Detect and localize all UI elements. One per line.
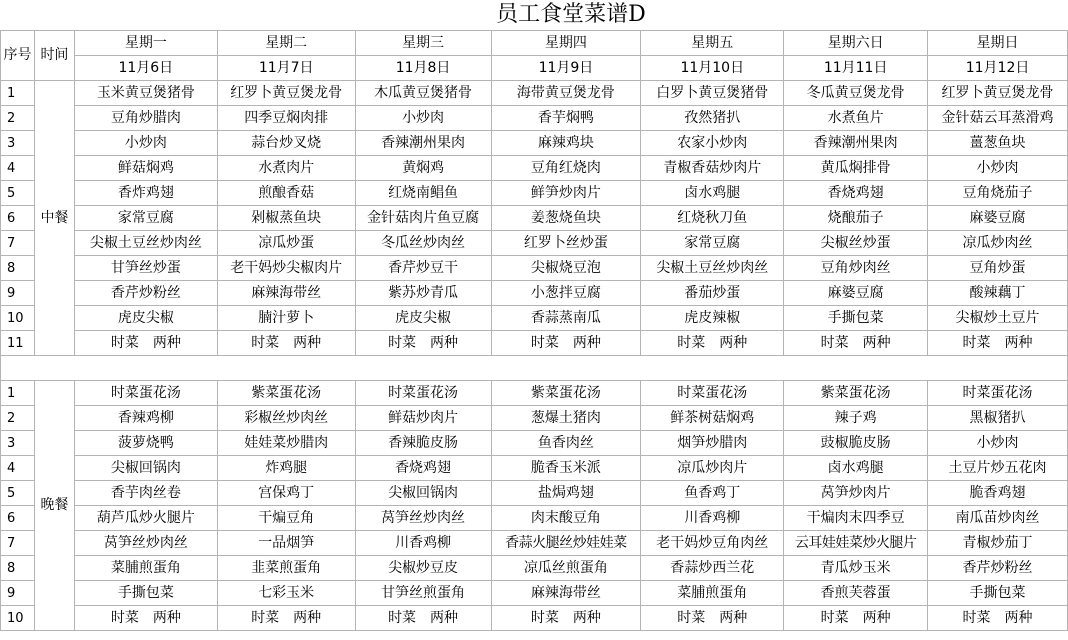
header-date: 11月8日 xyxy=(355,56,491,81)
dish-cell: 韭菜煎蛋角 xyxy=(217,556,355,581)
header-date: 11月7日 xyxy=(217,56,355,81)
header-date: 11月9日 xyxy=(491,56,641,81)
dish-cell: 豆角炒肉丝 xyxy=(784,256,928,281)
dish-cell: 甘笋丝炒蛋 xyxy=(74,256,217,281)
dish-cell: 尖椒土豆丝炒肉丝 xyxy=(74,231,217,256)
dish-cell: 菜脯煎蛋角 xyxy=(74,556,217,581)
lunch-row xyxy=(1,231,1068,256)
dish-cell: 香煎芙蓉蛋 xyxy=(784,581,928,606)
dish-cell: 时菜 两种 xyxy=(784,331,928,356)
row-number: 10 xyxy=(1,606,35,631)
dish-cell: 小炒肉 xyxy=(928,156,1068,181)
dish-cell: 时菜 两种 xyxy=(217,331,355,356)
lunch-row xyxy=(1,281,1068,306)
dish-cell: 煎酿香菇 xyxy=(217,181,355,206)
dish-cell: 金针菇云耳蒸滑鸡 xyxy=(928,106,1068,131)
dish-cell: 莴笋丝炒肉丝 xyxy=(74,531,217,556)
dish-cell: 一品烟笋 xyxy=(217,531,355,556)
dish-cell: 小炒肉 xyxy=(74,131,217,156)
dish-cell: 老干妈炒豆角肉丝 xyxy=(641,531,784,556)
dish-cell: 菜脯煎蛋角 xyxy=(641,581,784,606)
dish-cell: 干煸豆角 xyxy=(217,506,355,531)
dish-cell: 剁椒蒸鱼块 xyxy=(217,206,355,231)
menu-table-body xyxy=(1,31,1068,631)
row-number: 1 xyxy=(1,381,35,406)
lunch-row xyxy=(1,256,1068,281)
dish-cell: 孜然猪扒 xyxy=(641,106,784,131)
dish-cell: 香烧鸡翅 xyxy=(355,456,491,481)
dish-cell: 时菜 两种 xyxy=(784,606,928,631)
menu-table xyxy=(0,30,1068,631)
dinner-row xyxy=(1,481,1068,506)
dinner-label: 晚餐 xyxy=(34,381,74,631)
dish-cell: 鲜菇焖鸡 xyxy=(74,156,217,181)
row-number: 4 xyxy=(1,456,35,481)
dinner-row xyxy=(1,531,1068,556)
dish-cell: 时菜 两种 xyxy=(491,606,641,631)
dish-cell: 香芹炒粉丝 xyxy=(928,556,1068,581)
dish-cell: 尖椒丝炒蛋 xyxy=(784,231,928,256)
dish-cell: 蒜台炒叉烧 xyxy=(217,131,355,156)
dish-cell: 凉瓜丝煎蛋角 xyxy=(491,556,641,581)
dish-cell: 凉瓜炒肉丝 xyxy=(928,231,1068,256)
dish-cell: 麻婆豆腐 xyxy=(784,281,928,306)
dish-cell: 葫芦瓜炒火腿片 xyxy=(74,506,217,531)
row-number: 4 xyxy=(1,156,35,181)
dish-cell: 酸辣藕丁 xyxy=(928,281,1068,306)
dish-cell: 青椒炒茄丁 xyxy=(928,531,1068,556)
dinner-row xyxy=(1,381,1068,406)
dish-cell: 香蒜蒸南瓜 xyxy=(491,306,641,331)
dish-cell: 香芋肉丝卷 xyxy=(74,481,217,506)
page-title: 员工食堂菜谱D xyxy=(496,2,646,27)
dish-cell: 紫菜蛋花汤 xyxy=(491,381,641,406)
dish-cell: 时菜蛋花汤 xyxy=(641,381,784,406)
dish-cell: 红罗卜黄豆煲龙骨 xyxy=(928,81,1068,106)
dish-cell: 七彩玉米 xyxy=(217,581,355,606)
header-row-days xyxy=(1,31,1068,56)
row-number: 2 xyxy=(1,106,35,131)
dish-cell: 手撕包菜 xyxy=(74,581,217,606)
dish-cell: 木瓜黄豆煲猪骨 xyxy=(355,81,491,106)
row-number: 9 xyxy=(1,281,35,306)
dish-cell: 尖椒炒土豆片 xyxy=(928,306,1068,331)
dish-cell: 家常豆腐 xyxy=(74,206,217,231)
dish-cell: 尖椒回锅肉 xyxy=(74,456,217,481)
dish-cell: 虎皮尖椒 xyxy=(74,306,217,331)
dish-cell: 四季豆焖肉排 xyxy=(217,106,355,131)
row-number: 8 xyxy=(1,256,35,281)
dish-cell: 香炸鸡翅 xyxy=(74,181,217,206)
dish-cell: 盐焗鸡翅 xyxy=(491,481,641,506)
dish-cell: 香芹炒豆干 xyxy=(355,256,491,281)
lunch-row xyxy=(1,106,1068,131)
dish-cell: 鱼香鸡丁 xyxy=(641,481,784,506)
row-number: 7 xyxy=(1,231,35,256)
dish-cell: 肉末酸豆角 xyxy=(491,506,641,531)
dish-cell: 红烧南鲳鱼 xyxy=(355,181,491,206)
dish-cell: 炸鸡腿 xyxy=(217,456,355,481)
dish-cell: 时菜 两种 xyxy=(928,606,1068,631)
dish-cell: 虎皮尖椒 xyxy=(355,306,491,331)
dish-cell: 青瓜炒玉米 xyxy=(784,556,928,581)
dish-cell: 黄瓜焖排骨 xyxy=(784,156,928,181)
row-number: 5 xyxy=(1,181,35,206)
dish-cell: 豆角红烧肉 xyxy=(491,156,641,181)
dish-cell: 鲜茶树菇焖鸡 xyxy=(641,406,784,431)
dish-cell: 时菜蛋花汤 xyxy=(74,381,217,406)
dish-cell: 金针菇肉片鱼豆腐 xyxy=(355,206,491,231)
dish-cell: 豆角炒腊肉 xyxy=(74,106,217,131)
header-day: 星期五 xyxy=(641,31,784,56)
dish-cell: 红罗卜黄豆煲龙骨 xyxy=(217,81,355,106)
dinner-row xyxy=(1,606,1068,631)
dinner-row xyxy=(1,431,1068,456)
dish-cell: 香辣鸡柳 xyxy=(74,406,217,431)
dish-cell: 香烧鸡翅 xyxy=(784,181,928,206)
dish-cell: 虎皮辣椒 xyxy=(641,306,784,331)
dish-cell: 辣子鸡 xyxy=(784,406,928,431)
row-number: 5 xyxy=(1,481,35,506)
dish-cell: 尖椒烧豆泡 xyxy=(491,256,641,281)
dinner-row xyxy=(1,456,1068,481)
dish-cell: 时菜 两种 xyxy=(355,331,491,356)
dish-cell: 宫保鸡丁 xyxy=(217,481,355,506)
dish-cell: 鱼香肉丝 xyxy=(491,431,641,456)
dish-cell: 小葱拌豆腐 xyxy=(491,281,641,306)
lunch-row xyxy=(1,306,1068,331)
dish-cell: 凉瓜炒肉片 xyxy=(641,456,784,481)
dish-cell: 甘笋丝煎蛋角 xyxy=(355,581,491,606)
header-day: 星期四 xyxy=(491,31,641,56)
dish-cell: 红罗卜丝炒蛋 xyxy=(491,231,641,256)
row-number: 6 xyxy=(1,506,35,531)
dish-cell: 水煮肉片 xyxy=(217,156,355,181)
dish-cell: 老干妈炒尖椒肉片 xyxy=(217,256,355,281)
dish-cell: 时菜 两种 xyxy=(355,606,491,631)
header-day: 星期三 xyxy=(355,31,491,56)
dish-cell: 香辣脆皮肠 xyxy=(355,431,491,456)
dish-cell: 莴笋炒肉片 xyxy=(784,481,928,506)
dish-cell: 葱爆土猪肉 xyxy=(491,406,641,431)
header-date: 11月6日 xyxy=(74,56,217,81)
section-gap xyxy=(1,356,1068,381)
dish-cell: 时菜 两种 xyxy=(641,331,784,356)
dish-cell: 烧酿茄子 xyxy=(784,206,928,231)
dish-cell: 香芋焖鸭 xyxy=(491,106,641,131)
dish-cell: 紫苏炒青瓜 xyxy=(355,281,491,306)
lunch-row xyxy=(1,331,1068,356)
dish-cell: 卤水鸡腿 xyxy=(641,181,784,206)
dish-cell: 川香鸡柳 xyxy=(355,531,491,556)
lunch-row xyxy=(1,206,1068,231)
dish-cell: 番茄炒蛋 xyxy=(641,281,784,306)
dish-cell: 时菜 两种 xyxy=(641,606,784,631)
dish-cell: 水煮鱼片 xyxy=(784,106,928,131)
dish-cell: 时菜 两种 xyxy=(217,606,355,631)
dinner-row xyxy=(1,556,1068,581)
dish-cell: 香辣潮州果肉 xyxy=(784,131,928,156)
row-number: 10 xyxy=(1,306,35,331)
dish-cell: 薑葱鱼块 xyxy=(928,131,1068,156)
row-number: 3 xyxy=(1,431,35,456)
dish-cell: 小炒肉 xyxy=(928,431,1068,456)
dish-cell: 娃娃菜炒腊肉 xyxy=(217,431,355,456)
row-number: 6 xyxy=(1,206,35,231)
lunch-row xyxy=(1,81,1068,106)
header-day: 星期一 xyxy=(74,31,217,56)
dish-cell: 紫菜蛋花汤 xyxy=(784,381,928,406)
dish-cell: 烟笋炒腊肉 xyxy=(641,431,784,456)
row-number: 8 xyxy=(1,556,35,581)
dish-cell: 尖椒炒豆皮 xyxy=(355,556,491,581)
header-time: 时间 xyxy=(34,31,74,81)
dish-cell: 豉椒脆皮肠 xyxy=(784,431,928,456)
dish-cell: 农家小炒肉 xyxy=(641,131,784,156)
dish-cell: 玉米黄豆煲猪骨 xyxy=(74,81,217,106)
dish-cell: 黑椒猪扒 xyxy=(928,406,1068,431)
dish-cell: 鲜笋炒肉片 xyxy=(491,181,641,206)
dish-cell: 麻婆豆腐 xyxy=(928,206,1068,231)
row-number: 7 xyxy=(1,531,35,556)
dish-cell: 手撕包菜 xyxy=(928,581,1068,606)
dish-cell: 彩椒丝炒肉丝 xyxy=(217,406,355,431)
header-date: 11月11日 xyxy=(784,56,928,81)
dish-cell: 白罗卜黄豆煲猪骨 xyxy=(641,81,784,106)
row-number: 11 xyxy=(1,331,35,356)
dish-cell: 紫菜蛋花汤 xyxy=(217,381,355,406)
dish-cell: 麻辣海带丝 xyxy=(491,581,641,606)
header-date: 11月10日 xyxy=(641,56,784,81)
dish-cell: 时菜 两种 xyxy=(74,606,217,631)
row-number: 1 xyxy=(1,81,35,106)
dish-cell: 手撕包菜 xyxy=(784,306,928,331)
header-row-dates xyxy=(1,56,1068,81)
row-number: 9 xyxy=(1,581,35,606)
header-date: 11月12日 xyxy=(928,56,1068,81)
lunch-row xyxy=(1,131,1068,156)
header-day: 星期日 xyxy=(928,31,1068,56)
dish-cell: 凉瓜炒蛋 xyxy=(217,231,355,256)
dish-cell: 川香鸡柳 xyxy=(641,506,784,531)
dish-cell: 鲜菇炒肉片 xyxy=(355,406,491,431)
dish-cell: 豆角炒蛋 xyxy=(928,256,1068,281)
dinner-row xyxy=(1,406,1068,431)
dish-cell: 小炒肉 xyxy=(355,106,491,131)
dish-cell: 海带黄豆煲龙骨 xyxy=(491,81,641,106)
dish-cell: 香蒜炒西兰花 xyxy=(641,556,784,581)
dish-cell: 时菜 两种 xyxy=(928,331,1068,356)
dish-cell: 土豆片炒五花肉 xyxy=(928,456,1068,481)
dish-cell: 莴笋丝炒肉丝 xyxy=(355,506,491,531)
dish-cell: 青椒香菇炒肉片 xyxy=(641,156,784,181)
lunch-row xyxy=(1,156,1068,181)
dish-cell: 麻辣鸡块 xyxy=(491,131,641,156)
dish-cell: 时菜 两种 xyxy=(491,331,641,356)
header-day: 星期二 xyxy=(217,31,355,56)
dish-cell: 豆角烧茄子 xyxy=(928,181,1068,206)
dish-cell: 黄焖鸡 xyxy=(355,156,491,181)
dish-cell: 云耳娃娃菜炒火腿片 xyxy=(784,531,928,556)
dish-cell: 腩汁萝卜 xyxy=(217,306,355,331)
header-seq: 序号 xyxy=(1,31,35,81)
dish-cell: 菠萝烧鸭 xyxy=(74,431,217,456)
dish-cell: 香辣潮州果肉 xyxy=(355,131,491,156)
dish-cell: 冬瓜黄豆煲龙骨 xyxy=(784,81,928,106)
dish-cell: 冬瓜丝炒肉丝 xyxy=(355,231,491,256)
dish-cell: 脆香玉米派 xyxy=(491,456,641,481)
row-number: 2 xyxy=(1,406,35,431)
dish-cell: 姜葱烧鱼块 xyxy=(491,206,641,231)
dish-cell: 麻辣海带丝 xyxy=(217,281,355,306)
dinner-row xyxy=(1,506,1068,531)
lunch-row xyxy=(1,181,1068,206)
dish-cell: 卤水鸡腿 xyxy=(784,456,928,481)
header-day: 星期六日 xyxy=(784,31,928,56)
dish-cell: 尖椒土豆丝炒肉丝 xyxy=(641,256,784,281)
dish-cell: 时菜蛋花汤 xyxy=(928,381,1068,406)
dish-cell: 时菜蛋花汤 xyxy=(355,381,491,406)
dish-cell: 香蒜火腿丝炒娃娃菜 xyxy=(491,531,641,556)
section-gap-row xyxy=(1,356,1068,381)
dish-cell: 尖椒回锅肉 xyxy=(355,481,491,506)
dish-cell: 南瓜苗炒肉丝 xyxy=(928,506,1068,531)
dish-cell: 香芹炒粉丝 xyxy=(74,281,217,306)
dinner-row xyxy=(1,581,1068,606)
dish-cell: 红烧秋刀鱼 xyxy=(641,206,784,231)
dish-cell: 家常豆腐 xyxy=(641,231,784,256)
dish-cell: 干煸肉末四季豆 xyxy=(784,506,928,531)
lunch-label: 中餐 xyxy=(34,81,74,356)
row-number: 3 xyxy=(1,131,35,156)
dish-cell: 时菜 两种 xyxy=(74,331,217,356)
dish-cell: 脆香鸡翅 xyxy=(928,481,1068,506)
